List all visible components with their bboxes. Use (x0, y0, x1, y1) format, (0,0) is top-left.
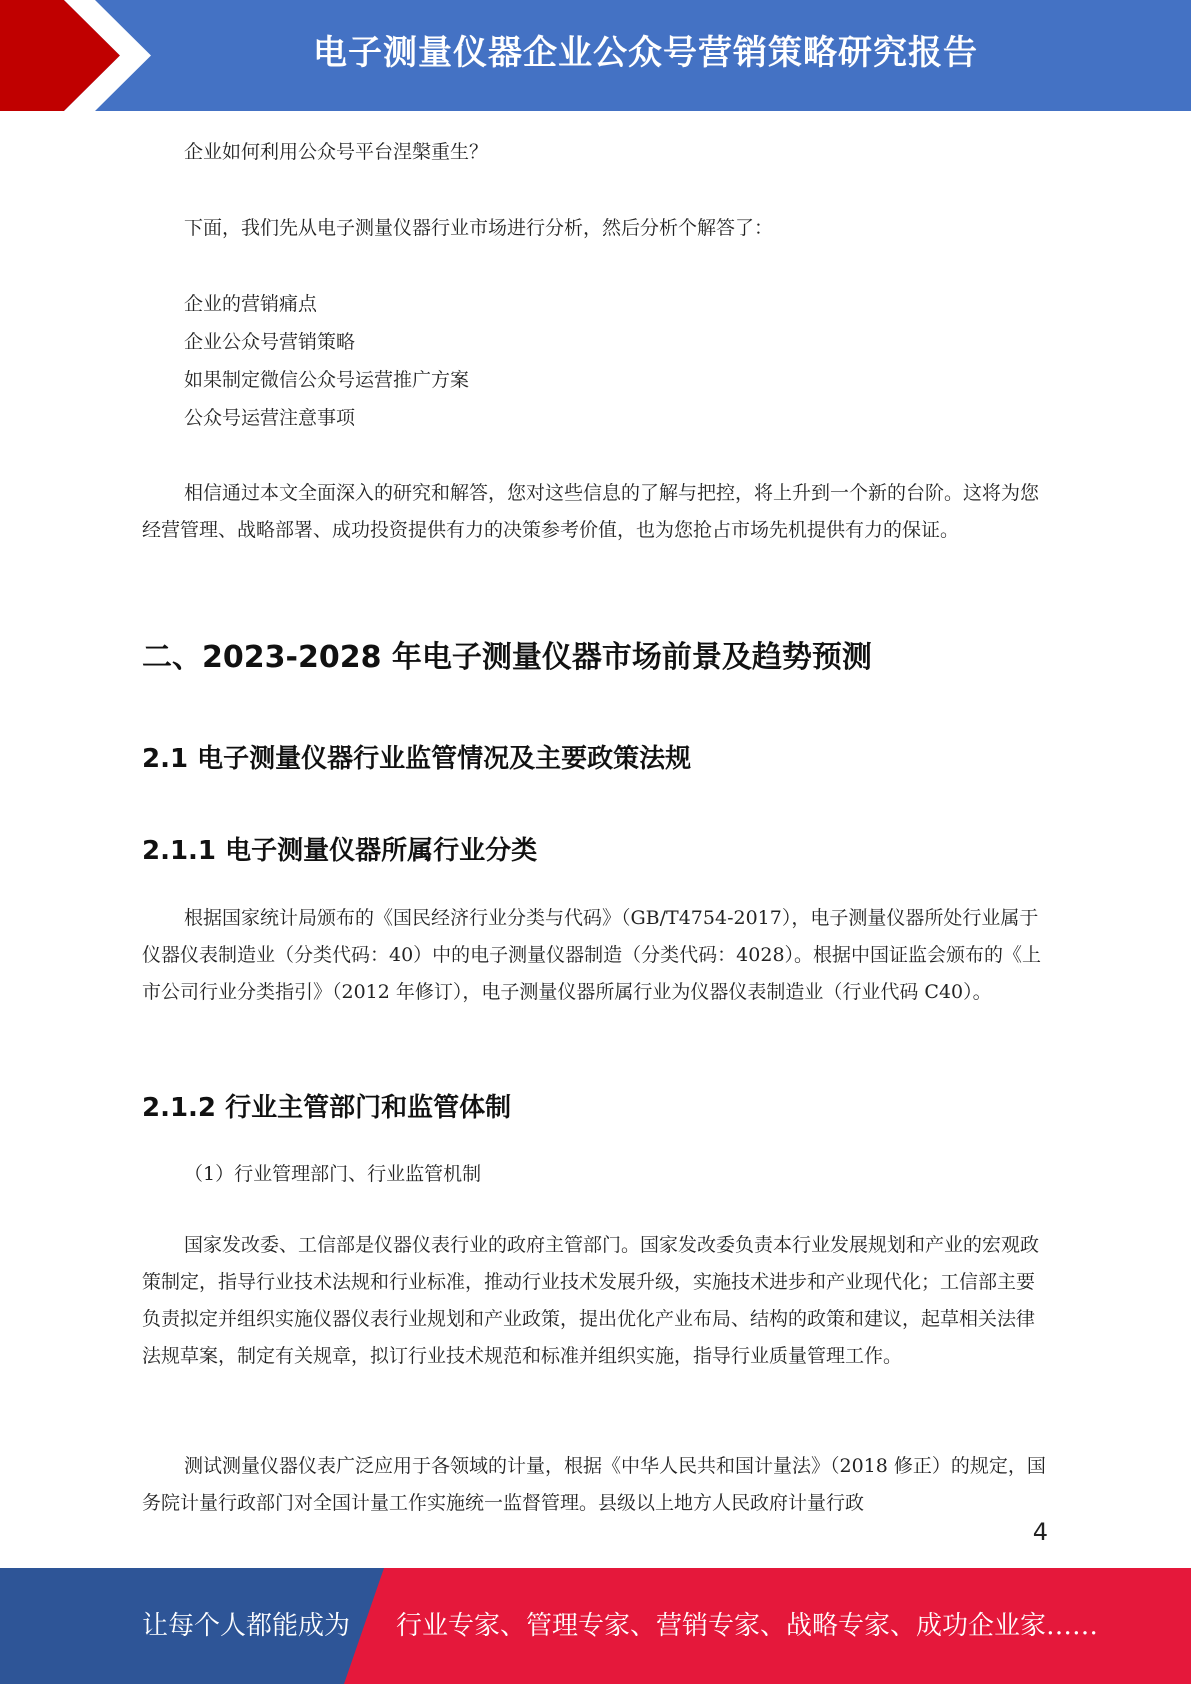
intro-list-item: 企业公众号营销策略 (184, 331, 356, 353)
header-arrow-decoration (0, 0, 160, 111)
intro-question: 企业如何利用公众号平台涅槃重生？ (184, 141, 489, 163)
page-footer (0, 1568, 1191, 1684)
list-item-heading: （1）行业管理部门、行业监管机制 (184, 1163, 482, 1185)
intro-summary: 相信通过本文全面深入的研究和解答，您对这些信息的了解与把控，将上升到一个新的台阶。这将为您经营管理、战略部署、成功投资提供有力的决策参考价值，也为您抢占市场先机提供有力的保证。 (142, 482, 1040, 541)
regulation-paragraph: 国家发改委、工信部是仪器仪表行业的政府主管部门。国家发改委负责本行业发展规划和产业的宏观政策制定，指导行业技术法规和行业标准，推动行业技术发展升级，实施技术进步和产业现代化；工信部主要负责拟定并组织实施仪器仪表行业规划和产业政策，提出优化产业布局、结构的政策和建议，起草相关法律法规草案，制定有关规章，拟订行业技术规范和标准并组织实施，指导行业质量管理工作。 (142, 1234, 1040, 1367)
intro-lead: 下面，我们先从电子测量仪器行业市场进行分析，然后分析个解答了： (184, 217, 774, 239)
footer-roles: 行业专家、管理专家、营销专家、战略专家、成功企业家…… (396, 1611, 1099, 1641)
footer-slogan: 让每个人都能成为 (142, 1611, 351, 1641)
intro-list-item: 企业的营销痛点 (184, 293, 318, 315)
page-number: 4 (1032, 1518, 1048, 1546)
regulation-paragraph: 测试测量仪器仪表广泛应用于各领域的计量，根据《中华人民共和国计量法》（2018 修正）的规定，国务院计量行政部门对全国计量工作实施统一监督管理。县级以上地方人民政府计量行政 (142, 1455, 1046, 1514)
subsection-heading: 2.1.2 行业主管部门和监管体制 (142, 1093, 512, 1123)
page-header (0, 0, 1191, 111)
subsection-heading: 2.1.1 电子测量仪器所属行业分类 (142, 836, 538, 866)
section-heading: 二、2023-2028 年电子测量仪器市场前景及趋势预测 (142, 640, 872, 675)
intro-list-item: 如果制定微信公众号运营推广方案 (184, 369, 470, 391)
report-title: 电子测量仪器企业公众号营销策略研究报告 (313, 33, 978, 73)
intro-list-item: 公众号运营注意事项 (184, 407, 356, 429)
classification-paragraph: 根据国家统计局颁布的《国民经济行业分类与代码》（GB/T4754-2017），电子测量仪器所处行业属于仪器仪表制造业（分类代码：40）中的电子测量仪器制造（分类代码：4028）。根据中国证监会颁布的《上市公司行业分类指引》（2012 年修订），电子测量仪器所属行业为仪器仪表制造业（行业代码 C40）。 (142, 907, 1042, 1003)
subsection-heading: 2.1 电子测量仪器行业监管情况及主要政策法规 (142, 744, 692, 774)
